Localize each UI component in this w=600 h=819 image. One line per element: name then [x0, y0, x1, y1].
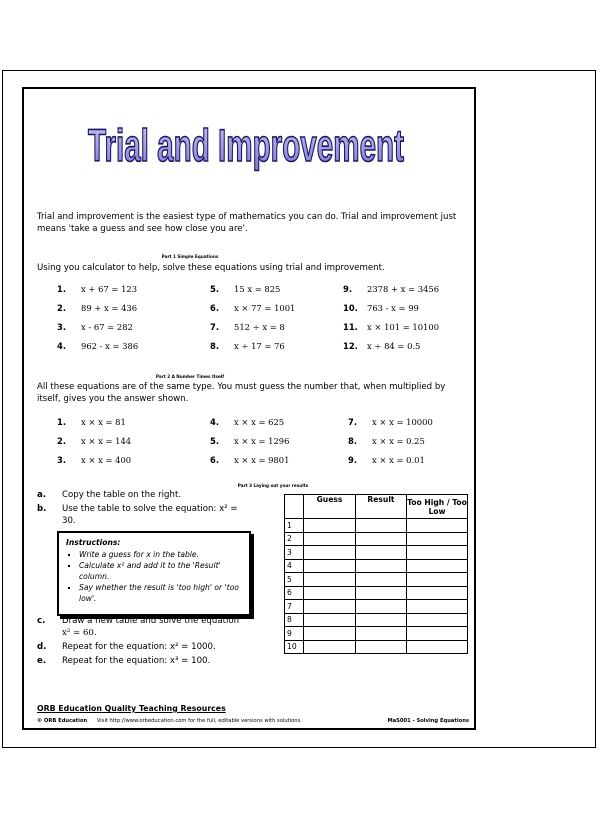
question: 2. 89 + x = 436 — [57, 303, 138, 313]
results-table-wrap — [284, 494, 468, 654]
question: 4. 962 - x = 386 — [57, 341, 139, 351]
question: 1. x + 67 = 123 — [57, 284, 138, 294]
question: 1. x × x = 81 — [57, 417, 126, 427]
part1-col3 — [343, 284, 439, 360]
table-row: 5 — [285, 573, 468, 587]
table-row: 3 — [285, 546, 468, 560]
part2-instruction: All these equations are of the same type. You must guess the number that, when multiplied by itself, gives you the answer shown. — [37, 382, 446, 404]
part1-caption: Part 1 Simple Equations — [161, 254, 219, 259]
results-table — [284, 494, 468, 654]
question: 2. x × x = 144 — [57, 436, 132, 446]
table-row: 10 — [285, 640, 468, 654]
question: 5. 15 x = 825 — [210, 284, 281, 294]
table-header: Too High / Too Low — [407, 495, 468, 519]
table-row: 7 — [285, 600, 468, 614]
instructions-title: Instructions: — [66, 538, 121, 547]
part1-col2 — [210, 284, 295, 360]
question: 7. 512 ÷ x = 8 — [210, 322, 285, 332]
table-row: 2 — [285, 532, 468, 546]
part3-e: e. Repeat for the equation: x³ = 100. — [37, 656, 211, 666]
table-row: 6 — [285, 586, 468, 600]
part3-a: a. Copy the table on the right. — [37, 490, 182, 500]
question: 9. 2378 + x = 3456 — [343, 284, 440, 294]
part3-c: c. Draw a new table and solve the equation x² = 60. — [37, 616, 240, 638]
question: 5. x × x = 1296 — [210, 436, 290, 446]
instruction-item: ▪ Say whether the result is 'too high' or 'too low'. — [79, 582, 249, 604]
instruction-item: ▪ Write a guess for x in the table. — [79, 549, 249, 560]
instruction-item: ▪ Calculate x² and add it to the 'Result' column. — [79, 560, 249, 582]
table-header: Result — [356, 495, 407, 519]
question: 6. x × x = 9801 — [210, 455, 290, 465]
question: 8. x ÷ 17 = 76 — [210, 341, 285, 351]
question: 4. x × x = 625 — [210, 417, 285, 427]
footer-brand: ORB Education Quality Teaching Resources — [37, 704, 226, 713]
part2-col1 — [57, 417, 131, 474]
question: 7. x × x = 10000 — [348, 417, 433, 427]
question: 9. x × x = 0.01 — [348, 455, 425, 465]
table-row: 4 — [285, 559, 468, 573]
question: 12. x ÷ 84 = 0.5 — [343, 341, 421, 351]
part3-b: b. Use the table to solve the equation: x² = 30. — [37, 504, 238, 526]
part3-caption: Part 3 Laying out your results — [237, 483, 309, 488]
question: 8. x × x = 0.25 — [348, 436, 425, 446]
part3-d: d. Repeat for the equation: x² = 1000. — [37, 642, 216, 652]
table-header: Guess — [304, 495, 356, 519]
worksheet-title — [86, 120, 406, 171]
part1-instruction: Using you calculator to help, solve these equations using trial and improvement. — [37, 263, 385, 273]
svg-text:Trial and Improvement: Trial and Improvement — [88, 120, 405, 171]
instructions-box — [57, 531, 251, 616]
question: 10. 763 - x = 99 — [343, 303, 419, 313]
footer-line: © ORB Education Visit http://www.orbeducation.com for the full, editable versions with solutions. MaS001 - Solving Equations — [37, 718, 469, 724]
question: 11. x × 101 = 10100 — [343, 322, 440, 332]
table-row: 9 — [285, 627, 468, 641]
part1-col1 — [57, 284, 138, 360]
part2-col2 — [210, 417, 289, 474]
part2-caption: Part 2 A Number Times Itself — [155, 374, 225, 379]
table-row: 1 — [285, 519, 468, 533]
question: 6. x × 77 = 1001 — [210, 303, 296, 313]
question: 3. x × x = 400 — [57, 455, 132, 465]
intro-text: Trial and improvement is the easiest type of mathematics you can do. Trial and improvement just means 'take a guess and see how close you are'. — [37, 212, 457, 234]
table-header — [285, 495, 304, 519]
part2-col3 — [348, 417, 433, 474]
question: 3. x - 67 = 282 — [57, 322, 133, 332]
table-row: 8 — [285, 613, 468, 627]
